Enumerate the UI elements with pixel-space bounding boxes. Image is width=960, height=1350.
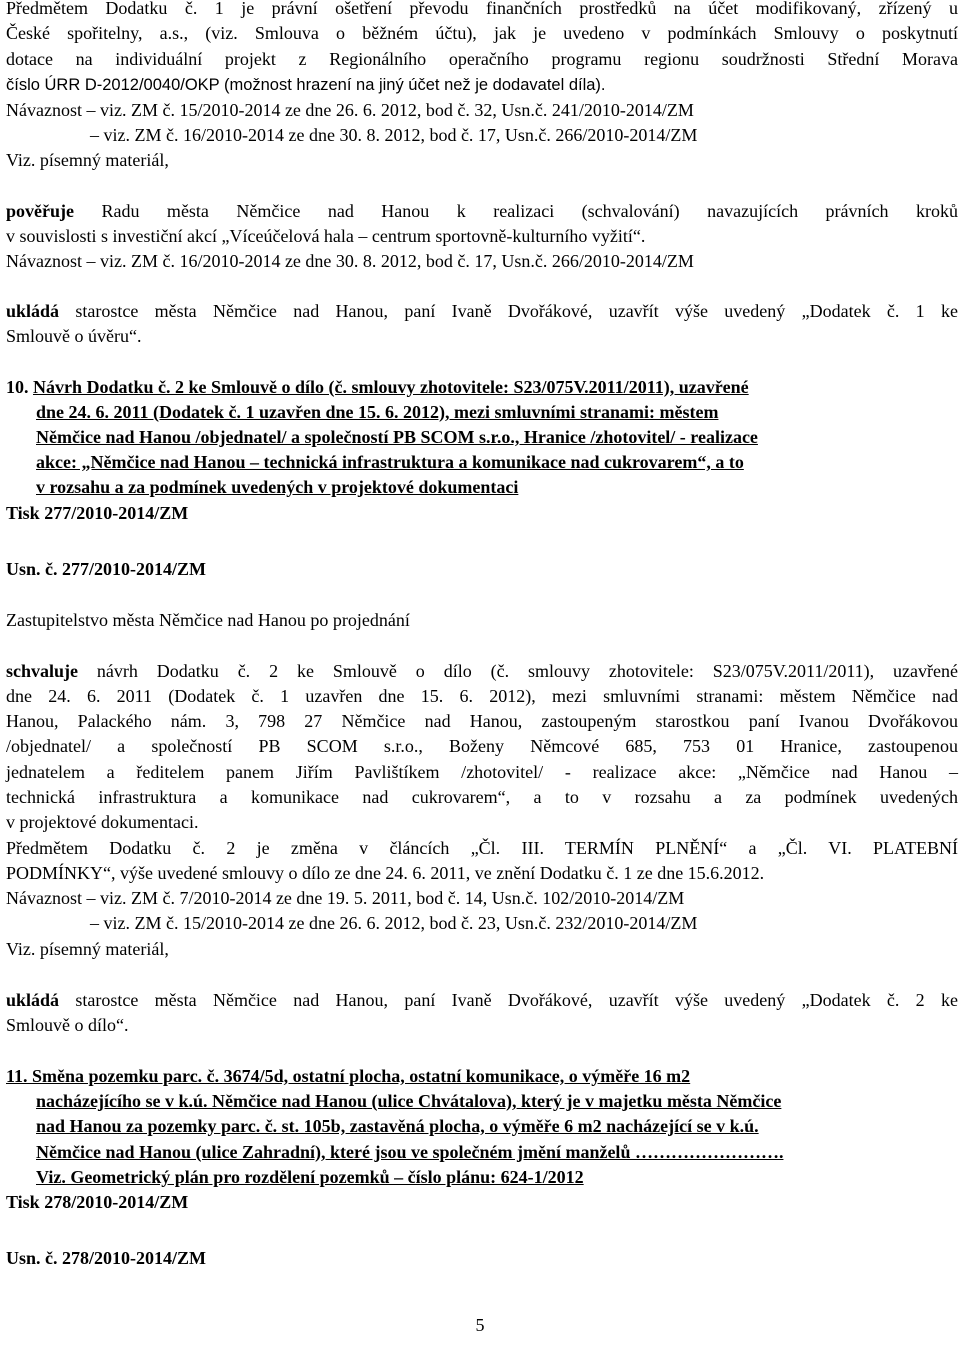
heading-line: dne 24. 6. 2011 (Dodatek č. 1 uzavřen dne 15. 6. 2012), mezi smluvními stranami: městem [36,402,719,422]
resolution-number: Usn. č. 277/2010-2014/ZM [6,559,206,579]
heading-line: nacházejícího se v k.ú. Němčice nad Hanou (ulice Chvátalova), který je v majetku města Němčice [36,1091,782,1111]
text-line: – viz. ZM č. 15/2010-2014 ze dne 26. 6. 2012, bod č. 23, Usn.č. 232/2010-2014/ZM [90,913,698,933]
text-line: Smlouvě o dílo“. [6,1015,129,1035]
text-line: PODMÍNKY“, výše uvedené smlouvy o dílo ze dne 24. 6. 2011, ve znění Dodatku č. 1 ze dne 15.6.2012. [6,863,765,883]
text-line: Předmětem Dodatku č. 1 je právní ošetření převodu finančních prostředků na účet modifikovaný, zřízený u [6,0,958,18]
text-line: Hanou, Palackého nám. 3, 798 27 Němčice nad Hanou, zastoupeným starostkou paní Ivanou Dvořákovou [6,711,958,731]
text-line: jednatelem a ředitelem panem Jiřím Pavlištíkem /zhotovitel/ - realizace akce: „Němčice nad Hanou – [6,762,958,782]
heading-text: Návrh Dodatku č. 2 ke Smlouvě o dílo (č. smlouvy zhotovitele: S23/075V.2011/2011), uzavřené [33,377,749,397]
keyword-poveruje: pověřuje [6,201,74,221]
keyword-uklada: ukládá [6,301,60,321]
heading-line: Viz. Geometrický plán pro rozdělení pozemků – číslo plánu: 624-1/2012 [36,1167,584,1187]
text-line: Viz. písemný materiál, [6,150,169,170]
text-line: dne 24. 6. 2011 (Dodatek č. 1 uzavřen dne 15. 6. 2012), mezi smluvními stranami: městem Němčice nad [6,686,958,706]
text-line: Návaznost – viz. ZM č. 7/2010-2014 ze dne 19. 5. 2011, bod č. 14, Usn.č. 102/2010-2014/ZM [6,888,685,908]
heading-line: Němčice nad Hanou (ulice Zahradní), které jsou ve společném jmění manželů ……………………. [36,1142,784,1162]
keyword-schvaluje: schvaluje [6,661,78,681]
text-line: technická infrastruktura a komunikace nad cukrovarem“, a to v rozsahu a za podmínek uvedených [6,787,958,807]
resolution-line [6,988,958,1013]
section-number: 10. [6,377,29,397]
section-heading-11: 11. Směna pozemku parc. č. 3674/5d, ostatní plocha, ostatní komunikace, o výměře 16 m2 [6,1066,691,1086]
text-line: Předmětem Dodatku č. 2 je změna v článcích „Čl. III. TERMÍN PLNĚNÍ“ a „Čl. VI. PLATEBNÍ [6,838,958,858]
heading-line: akce: „Němčice nad Hanou – technická infrastruktura a komunikace nad cukrovarem“, a to [36,452,744,472]
text-line: – viz. ZM č. 16/2010-2014 ze dne 30. 8. 2012, bod č. 17, Usn.č. 266/2010-2014/ZM [90,125,698,145]
text-line: v projektové dokumentaci. [6,812,199,832]
text-span: starostce města Němčice nad Hanou, paní Ivaně Dvořákové, uzavřít výše uvedený „Dodatek č. 2 ke [59,990,958,1010]
text-line: Viz. písemný materiál, [6,939,169,959]
heading-line: nad Hanou za pozemky parc. č. st. 105b, zastavěná plocha, o výměře 6 m2 nacházející se v k.ú. [36,1116,759,1136]
text-span: Radu města Němčice nad Hanou k realizaci (schvalování) navazujících právních kroků [73,201,958,221]
keyword-uklada: ukládá [6,990,60,1010]
section-heading-10 [6,375,749,400]
resolution-line [6,199,958,224]
text-line: dotace na individuální projekt z Regionálního operačního programu regionu soudržnosti Střední Morava [6,49,958,69]
text-line: Návaznost – viz. ZM č. 15/2010-2014 ze dne 26. 6. 2012, bod č. 32, Usn.č. 241/2010-2014/ZM [6,100,694,120]
text-line: Zastupitelstvo města Němčice nad Hanou po projednání [6,610,410,630]
heading-line: v rozsahu a za podmínek uvedených v projektové dokumentaci [36,477,519,497]
heading-line: Němčice nad Hanou /objednatel/ a společností PB SCOM s.r.o., Hranice /zhotovitel/ - realizace [36,427,758,447]
text-line: Návaznost – viz. ZM č. 16/2010-2014 ze dne 30. 8. 2012, bod č. 17, Usn.č. 266/2010-2014/ZM [6,251,694,271]
tisk-number: Tisk 278/2010-2014/ZM [6,1192,189,1212]
page-number: 5 [475,1315,485,1335]
text-span: návrh Dodatku č. 2 ke Smlouvě o dílo (č. smlouvy zhotovitele: S23/075V.2011/2011), uzavřené [78,661,958,681]
resolution-number: Usn. č. 278/2010-2014/ZM [6,1248,206,1268]
resolution-line [6,659,958,684]
text-line: číslo ÚRR D-2012/0040/OKP (možnost hrazení na jiný účet než je dodavatel díla). [6,76,606,94]
text-line: /objednatel/ a společností PB SCOM s.r.o., Boženy Němcové 685, 753 01 Hranice, zastoupenou [6,736,958,756]
text-line: v souvislosti s investiční akcí „Víceúčelová hala – centrum sportovně-kulturního vyžití“. [6,226,646,246]
text-span: starostce města Němčice nad Hanou, paní Ivaně Dvořákové, uzavřít výše uvedený „Dodatek č. 1 ke [59,301,958,321]
tisk-number: Tisk 277/2010-2014/ZM [6,503,189,523]
resolution-line [6,299,958,324]
text-line: České spořitelny, a.s., (viz. Smlouva o běžném účtu), jak je uvedeno v podmínkách Smlouvy o poskytnutí [6,23,958,43]
text-line: Smlouvě o úvěru“. [6,326,142,346]
